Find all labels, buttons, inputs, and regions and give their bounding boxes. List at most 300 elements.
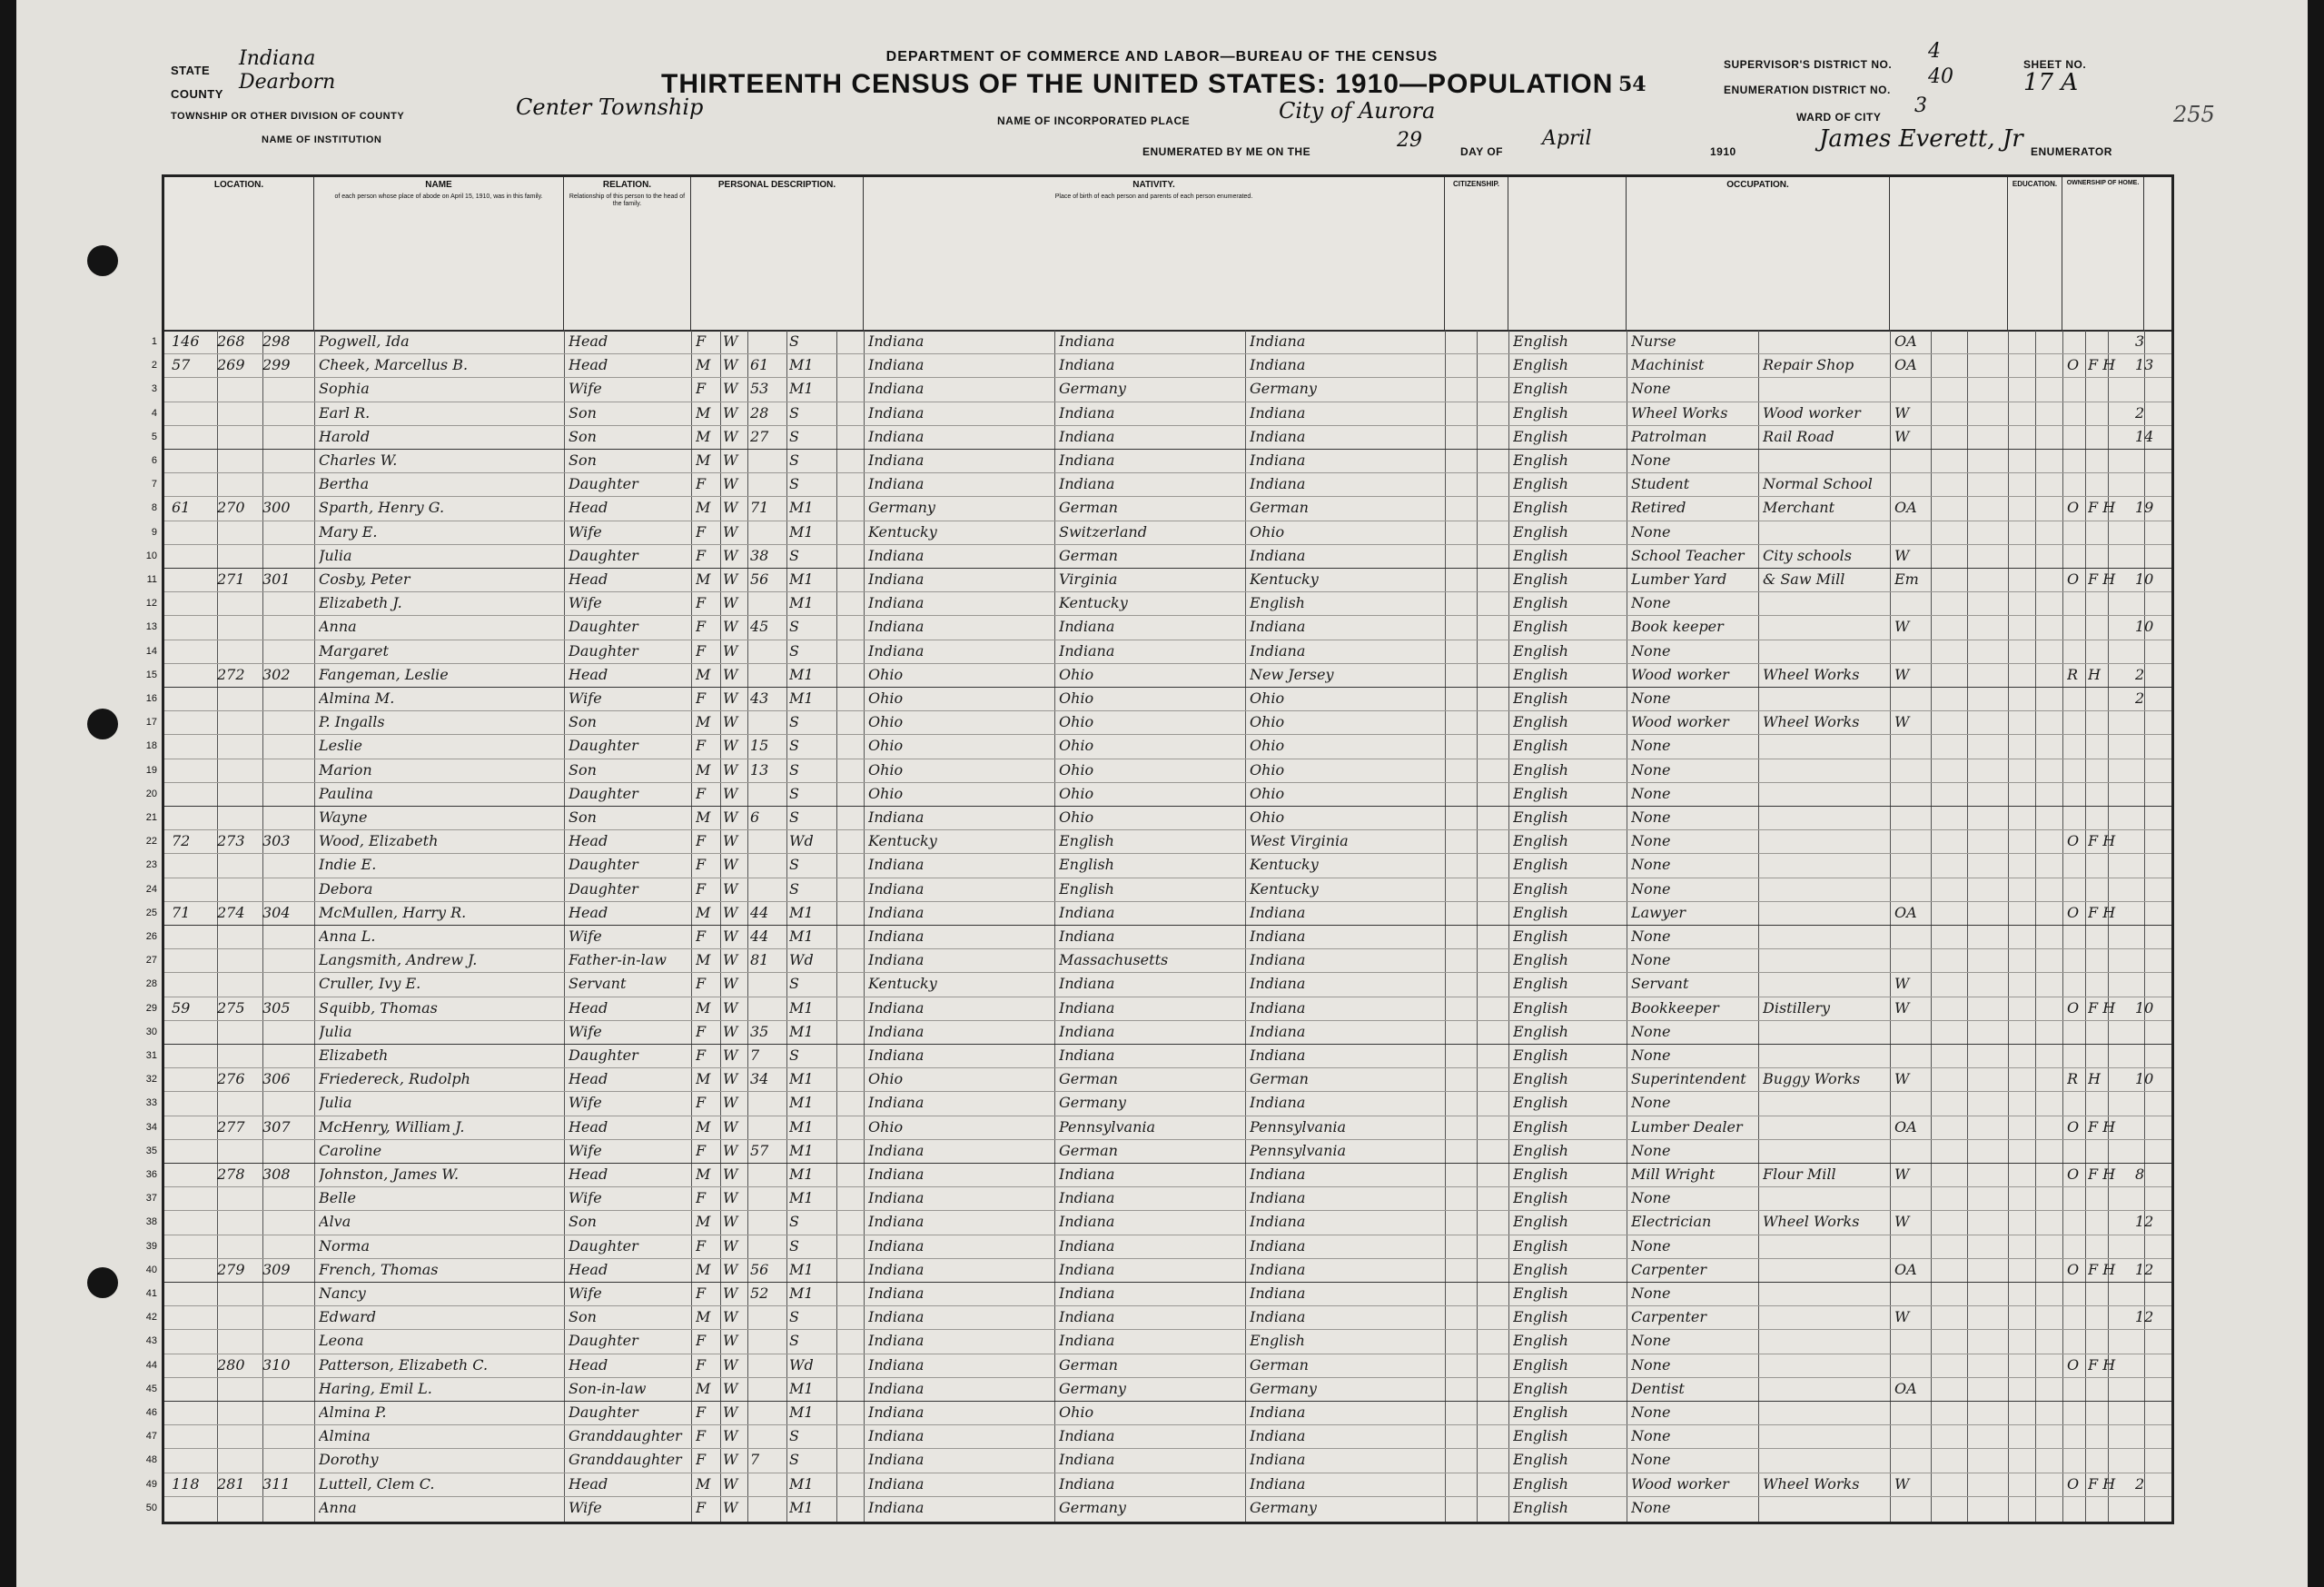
cell-rel: Head [569,1165,608,1183]
cell-fbp: Indiana [1059,451,1115,469]
line-number: 15 [145,669,157,680]
cell-bp: Indiana [868,1355,925,1374]
cell-fbp: Indiana [1059,1046,1115,1064]
cell-fn: 303 [262,832,291,850]
cell-name: Wayne [319,808,368,826]
cell-ms: S [789,451,799,469]
cell-age: 34 [750,1070,769,1088]
cell-cls: W [1894,403,1910,422]
cell-occ: None [1631,808,1671,826]
cell-cls: OA [1894,332,1917,350]
cell-lang: English [1513,332,1568,350]
cell-lang: English [1513,594,1568,612]
column-group: EDUCATION. [2008,177,2062,330]
cell-rel: Daughter [569,856,638,874]
cell-fn: 301 [262,570,291,588]
cell-mbp: Indiana [1250,1189,1306,1207]
cell-lang: English [1513,1427,1568,1445]
cell-lang: English [1513,641,1568,660]
county-label: COUNTY [171,87,223,101]
cell-ms: M1 [789,665,814,683]
cell-lang: English [1513,998,1568,1017]
census-page [16,0,2308,1587]
cell-fam: 272 [217,665,245,683]
cell-lang: English [1513,1022,1568,1040]
cell-rel: Wife [569,522,602,541]
cell-fbp: Ohio [1059,665,1094,683]
cell-age: 27 [750,427,769,445]
year: 1910 [1710,145,1736,158]
cell-bp: Indiana [868,856,925,874]
line-number: 18 [145,740,157,752]
cell-name: Squibb, Thomas [319,998,438,1017]
cell-rel: Daughter [569,737,638,755]
cell-cls: W [1894,618,1910,636]
cell-fbp: Indiana [1059,356,1115,374]
cell-dw: 118 [172,1474,200,1493]
cell-age: 81 [750,951,769,969]
table-row [145,878,2171,901]
cell-fbp: Indiana [1059,1165,1115,1183]
cell-rel: Wife [569,1189,602,1207]
cell-tally: 10 [2135,1070,2154,1088]
cell-home: H [2088,665,2101,683]
cell-race: W [723,451,738,469]
cell-cls: OA [1894,1117,1917,1136]
cell-race: W [723,546,738,564]
cell-lang: English [1513,927,1568,945]
cell-ms: M1 [789,1117,814,1136]
cell-sex: M [696,1117,711,1136]
table-row [145,1305,2171,1329]
cell-lang: English [1513,499,1568,517]
line-number: 17 [145,717,157,729]
cell-race: W [723,618,738,636]
cell-bp: Indiana [868,570,925,588]
cell-ind: Wood worker [1763,403,1861,422]
cell-race: W [723,380,738,398]
line-number: 11 [146,574,157,585]
cell-mbp: Indiana [1250,1165,1306,1183]
cell-occ: None [1631,1236,1671,1255]
cell-rel: Head [569,1117,608,1136]
page-number: 54 [1618,73,1647,96]
cell-name: Almina M. [319,689,395,707]
cell-sex: M [696,1474,711,1493]
cell-occ: Carpenter [1631,1308,1706,1326]
cell-lang: English [1513,427,1568,445]
cell-bp: Indiana [868,475,925,493]
table-row [145,806,2171,829]
cell-sex: F [696,546,707,564]
cell-sex: F [696,879,707,898]
cell-fbp: Indiana [1059,975,1115,993]
cell-lang: English [1513,737,1568,755]
cell-sex: F [696,332,707,350]
line-number: 34 [145,1121,157,1133]
cell-age: 35 [750,1022,769,1040]
cell-rel: Daughter [569,1404,638,1421]
cell-occ: Wheel Works [1631,403,1728,422]
cell-ind: Normal School [1763,475,1873,493]
cell-fbp: Indiana [1059,1427,1115,1445]
cell-race: W [723,1094,738,1112]
cell-bp: Indiana [868,618,925,636]
cell-sex: M [696,1070,711,1088]
cell-sex: F [696,784,707,802]
cell-name: Norma [319,1236,370,1255]
cell-sex: F [696,1284,707,1302]
line-number: 16 [145,693,157,704]
line-number: 28 [145,978,157,990]
cell-home: F H [2088,1117,2116,1136]
cell-fam: 279 [217,1260,245,1278]
cell-mbp: Indiana [1250,546,1306,564]
cell-fbp: Indiana [1059,403,1115,422]
cell-rel: Son [569,427,597,445]
cell-age: 45 [750,618,769,636]
cell-fbp: Ohio [1059,737,1094,755]
cell-mbp: Ohio [1250,689,1285,707]
cell-mbp: English [1250,1332,1305,1350]
cell-fn: 302 [262,665,291,683]
cell-race: W [723,1332,738,1350]
cell-name: Debora [319,879,373,898]
cell-fn: 299 [262,356,291,374]
state-label: STATE [171,64,211,77]
cell-cls: W [1894,1165,1910,1183]
cell-occ: None [1631,951,1671,969]
table-row [145,1401,2171,1424]
cell-sex: F [696,975,707,993]
cell-lang: English [1513,1046,1568,1064]
cell-bp: Kentucky [868,522,937,541]
cell-rel: Servant [569,975,627,993]
cell-age: 56 [750,570,769,588]
cell-sex: M [696,451,711,469]
table-row [151,449,2171,472]
line-number: 37 [145,1193,157,1205]
line-number: 20 [145,788,157,799]
cell-lang: English [1513,1189,1568,1207]
cell-occ: None [1631,760,1671,779]
cell-lang: English [1513,1355,1568,1374]
cell-bp: Indiana [868,1260,925,1278]
line-number: 26 [145,931,157,942]
table-row [145,1116,2171,1139]
cell-name: Nancy [319,1284,366,1302]
line-number: 10 [145,550,157,561]
line-number: 36 [145,1169,157,1180]
cell-age: 52 [750,1284,769,1302]
cell-mbp: Kentucky [1250,879,1319,898]
cell-ms: M1 [789,1022,814,1040]
column-group [1890,177,2008,330]
cell-bp: Indiana [868,1213,925,1231]
line-number: 23 [145,859,157,871]
cell-occ: None [1631,832,1671,850]
cell-rel: Daughter [569,618,638,636]
cell-dw: 61 [172,499,191,517]
cell-own: O [2067,1165,2080,1183]
cell-own: O [2067,903,2080,921]
cell-bp: Indiana [868,332,925,350]
cell-fbp: Indiana [1059,1332,1115,1350]
cell-fn: 311 [262,1474,291,1493]
cell-sex: M [696,356,711,374]
cell-bp: Indiana [868,903,925,921]
cell-rel: Wife [569,594,602,612]
cell-lang: English [1513,1308,1568,1326]
column-group: NATIVITY. Place of birth of each person and parents of each person enumerated. [864,177,1445,330]
cell-fbp: Indiana [1059,1284,1115,1302]
line-number: 50 [145,1502,157,1513]
cell-race: W [723,856,738,874]
cell-mbp: Indiana [1250,403,1306,422]
cell-tally: 10 [2135,570,2154,588]
cell-sex: F [696,641,707,660]
cell-home: F H [2088,1474,2116,1493]
cell-fn: 306 [262,1070,291,1088]
line-number: 5 [151,431,157,442]
cell-mbp: Indiana [1250,1260,1306,1278]
cell-ms: S [789,760,799,779]
cell-age: 61 [750,356,769,374]
cell-mbp: West Virginia [1250,832,1349,850]
column-group: LOCATION. [164,177,314,330]
cell-race: W [723,808,738,826]
cell-ms: M1 [789,1498,814,1516]
cell-ms: S [789,1332,799,1350]
cell-bp: Indiana [868,1427,925,1445]
cell-race: W [723,1213,738,1231]
cell-own: O [2067,832,2080,850]
line-number: 2 [151,360,157,372]
table-row [145,1258,2171,1282]
table-row [145,1329,2171,1353]
cell-ms: S [789,856,799,874]
cell-rel: Granddaughter [569,1427,682,1445]
township-label: TOWNSHIP OR OTHER DIVISION OF COUNTY [171,111,405,122]
cell-name: Elizabeth J. [319,594,402,612]
cell-bp: Indiana [868,356,925,374]
cell-name: McMullen, Harry R. [319,903,467,921]
cell-lang: English [1513,1404,1568,1421]
cell-sex: F [696,1355,707,1374]
cell-fbp: Virginia [1059,570,1118,588]
cell-mbp: Indiana [1250,618,1306,636]
cell-mbp: Indiana [1250,1427,1306,1445]
cell-race: W [723,641,738,660]
cell-occ: Machinist [1631,356,1705,374]
cell-occ: None [1631,451,1671,469]
line-number: 8 [151,502,157,514]
cell-fbp: Ohio [1059,713,1094,731]
cell-name: Wood, Elizabeth [319,832,439,850]
cell-occ: Electrician [1631,1213,1712,1231]
cell-fbp: Indiana [1059,1308,1115,1326]
line-number: 45 [145,1383,157,1394]
cell-lang: English [1513,475,1568,493]
table-row [145,663,2171,687]
cell-sex: M [696,998,711,1017]
table-row [145,1163,2171,1186]
cell-rel: Daughter [569,1046,638,1064]
cell-lang: English [1513,784,1568,802]
cell-race: W [723,356,738,374]
cell-rel: Wife [569,1141,602,1159]
cell-ms: S [789,879,799,898]
cell-lang: English [1513,1451,1568,1469]
line-number: 35 [145,1145,157,1156]
cell-age: 43 [750,689,769,707]
cell-name: Mary E. [319,522,378,541]
line-number: 13 [145,621,157,633]
cell-sex: F [696,594,707,612]
table-row [145,544,2171,568]
cell-home: F H [2088,1260,2116,1278]
cell-ms: M1 [789,1284,814,1302]
cell-race: W [723,570,738,588]
cell-name: Leslie [319,737,363,755]
cell-age: 15 [750,737,769,755]
cell-bp: Ohio [868,1070,904,1088]
cell-sex: M [696,951,711,969]
cell-bp: Kentucky [868,832,937,850]
cell-rel: Head [569,570,608,588]
cell-lang: English [1513,665,1568,683]
cell-mbp: English [1250,594,1305,612]
cell-fbp: German [1059,1355,1118,1374]
cell-occ: None [1631,879,1671,898]
cell-cls: W [1894,1474,1910,1493]
cell-tally: 8 [2135,1165,2145,1183]
table-row [151,353,2171,377]
cell-mbp: Germany [1250,380,1317,398]
cell-ms: M1 [789,1165,814,1183]
cell-rel: Son [569,451,597,469]
cell-bp: Ohio [868,760,904,779]
cell-fbp: English [1059,879,1114,898]
cell-bp: Ohio [868,665,904,683]
cell-race: W [723,475,738,493]
cell-tally: 14 [2135,427,2154,445]
cell-lang: English [1513,451,1568,469]
cell-lang: English [1513,618,1568,636]
cell-race: W [723,522,738,541]
cell-bp: Indiana [868,641,925,660]
cell-occ: None [1631,856,1671,874]
cell-cls: Em [1894,570,1919,588]
enumeration-label: ENUMERATION DISTRICT NO. [1724,84,1891,96]
table-row [145,1235,2171,1258]
cell-lang: English [1513,1498,1568,1516]
cell-mbp: Ohio [1250,713,1285,731]
cell-occ: None [1631,594,1671,612]
cell-ms: S [789,1236,799,1255]
cell-mbp: Ohio [1250,760,1285,779]
supervisor-label: SUPERVISOR'S DISTRICT NO. [1724,58,1893,71]
cell-fam: 280 [217,1355,245,1374]
cell-fn: 305 [262,998,291,1017]
cell-fbp: Ohio [1059,808,1094,826]
cell-name: McHenry, William J. [319,1117,465,1136]
cell-sex: M [696,499,711,517]
cell-race: W [723,1141,738,1159]
table-row [145,948,2171,972]
cell-name: Julia [319,1094,352,1112]
cell-occ: Lawyer [1631,903,1686,921]
cell-mbp: Ohio [1250,784,1285,802]
cell-race: W [723,1451,738,1469]
cell-occ: Dentist [1631,1379,1685,1397]
cell-mbp: Indiana [1250,1451,1306,1469]
cell-fbp: Switzerland [1059,522,1147,541]
cell-sex: M [696,1165,711,1183]
cell-cls: W [1894,1308,1910,1326]
table-row [151,496,2171,520]
cell-occ: None [1631,1284,1671,1302]
cell-own: O [2067,998,2080,1017]
enumeration-value: 40 [1928,65,1953,88]
table-row [151,377,2171,401]
cell-occ: None [1631,737,1671,755]
cell-tally: 13 [2135,356,2154,374]
cell-fbp: Indiana [1059,618,1115,636]
cell-lang: English [1513,1141,1568,1159]
cell-sex: F [696,927,707,945]
cell-sex: F [696,1332,707,1350]
cell-name: Julia [319,546,352,564]
column-group: PERSONAL DESCRIPTION. [691,177,864,330]
cell-race: W [723,1070,738,1088]
cell-mbp: Kentucky [1250,570,1319,588]
cell-fam: 275 [217,998,245,1017]
line-number: 30 [145,1026,157,1037]
cell-sex: M [696,1213,711,1231]
cell-name: Earl R. [319,403,371,422]
cell-mbp: Ohio [1250,737,1285,755]
enumerated-month: April [1542,127,1592,150]
line-number: 4 [151,407,157,419]
cell-dw: 72 [172,832,191,850]
cell-ms: M1 [789,1070,814,1088]
cell-mbp: Indiana [1250,356,1306,374]
cell-sex: F [696,1236,707,1255]
line-number: 32 [145,1074,157,1086]
cell-rel: Wife [569,1094,602,1112]
cell-fn: 310 [262,1355,291,1374]
cell-lang: English [1513,832,1568,850]
cell-fbp: German [1059,546,1118,564]
cell-ms: M1 [789,1094,814,1112]
cell-occ: None [1631,927,1671,945]
cell-fbp: Germany [1059,1094,1126,1112]
cell-ms: S [789,784,799,802]
cell-bp: Indiana [868,1046,925,1064]
cell-fbp: Germany [1059,380,1126,398]
cell-sex: M [696,403,711,422]
cell-mbp: Indiana [1250,475,1306,493]
cell-bp: Indiana [868,1165,925,1183]
cell-mbp: German [1250,1070,1309,1088]
cell-ind: Rail Road [1763,427,1834,445]
cell-cls: W [1894,713,1910,731]
cell-mbp: Germany [1250,1379,1317,1397]
cell-mbp: Indiana [1250,1213,1306,1231]
cell-fbp: Indiana [1059,475,1115,493]
line-number: 9 [151,526,157,538]
